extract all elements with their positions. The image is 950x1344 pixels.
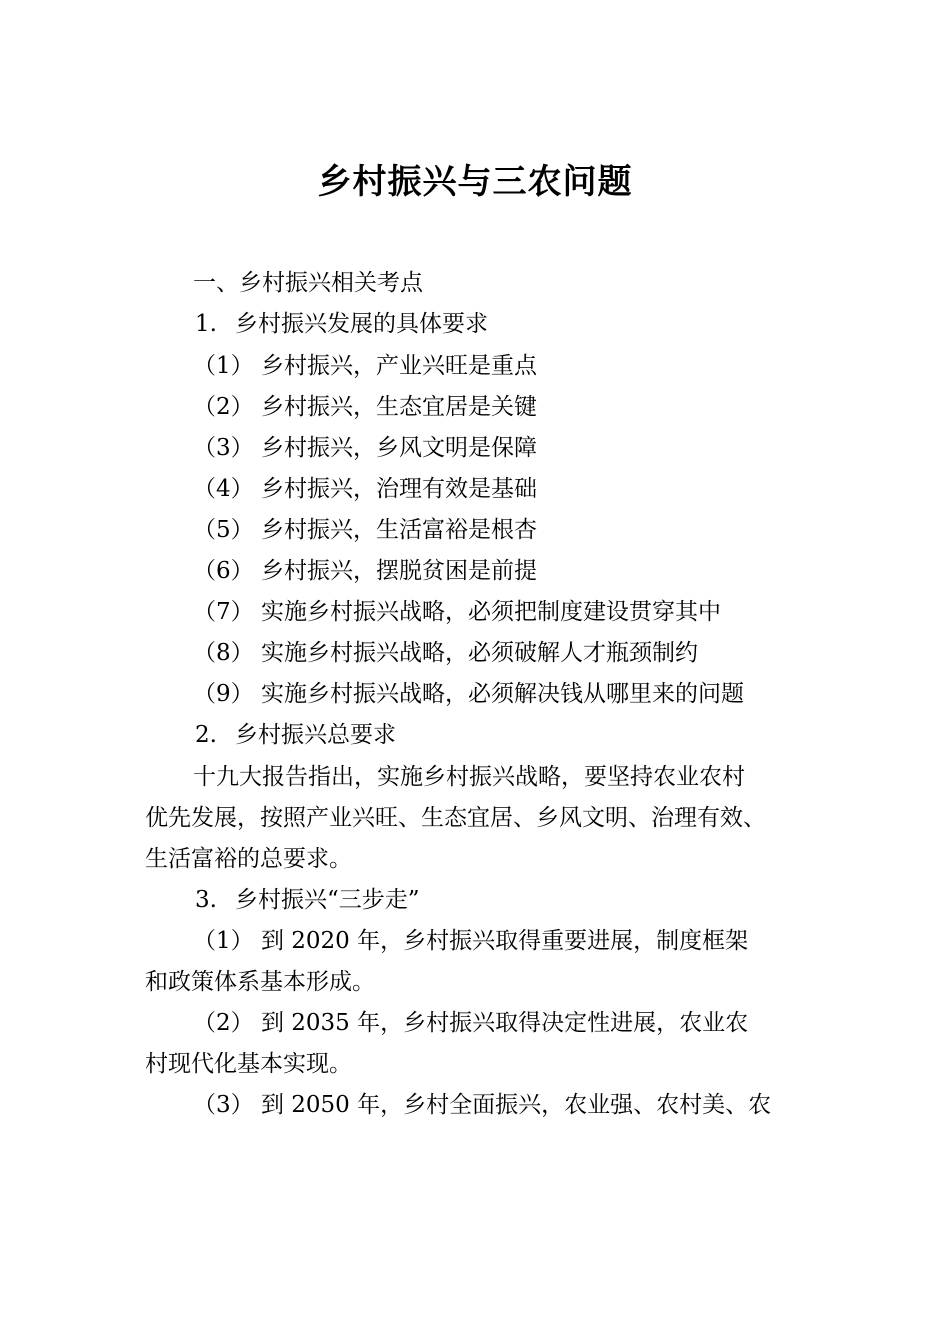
subsection-heading-3 [195, 885, 420, 915]
subsection-number: 1. [195, 311, 217, 337]
subsection-heading-1 [195, 309, 488, 339]
subsection-text: 乡村振兴发展的具体要求 [235, 311, 488, 337]
list-item: （3） 乡村振兴，乡风文明是保障 [193, 435, 537, 461]
list-item: （8） 实施乡村振兴战略，必须破解人才瓶颈制约 [193, 640, 698, 666]
document-title: 乡村振兴与三农问题 [317, 162, 633, 202]
list-item: （1） 乡村振兴，产业兴旺是重点 [193, 353, 537, 379]
paragraph-line: （1） 到 2020 年，乡村振兴取得重要进展，制度框架 [193, 928, 749, 954]
subsection-text: 乡村振兴“三步走” [235, 887, 420, 913]
paragraph-line: 村现代化基本实现。 [145, 1051, 352, 1077]
paragraph-line: （2） 到 2035 年，乡村振兴取得决定性进展，农业农 [193, 1010, 749, 1036]
paragraph-line: （3） 到 2050 年，乡村全面振兴，农业强、农村美、农 [193, 1092, 772, 1118]
list-item: （5） 乡村振兴，生活富裕是根杏 [193, 517, 537, 543]
paragraph-line: 优先发展，按照产业兴旺、生态宜居、乡风文明、治理有效、 [145, 805, 766, 831]
list-item: （9） 实施乡村振兴战略，必须解决钱从哪里来的问题 [193, 681, 744, 707]
list-item: （7） 实施乡村振兴战略，必须把制度建设贯穿其中 [193, 599, 721, 625]
subsection-number: 2. [195, 722, 217, 748]
section-heading: 一、乡村振兴相关考点 [193, 270, 423, 296]
subsection-text: 乡村振兴总要求 [235, 722, 396, 748]
list-item: （4） 乡村振兴，治理有效是基础 [193, 476, 537, 502]
subsection-number: 3. [195, 887, 217, 913]
subsection-heading-2 [195, 720, 396, 750]
paragraph-line: 生活富裕的总要求。 [145, 846, 352, 872]
paragraph-line: 和政策体系基本形成。 [145, 969, 375, 995]
list-item: （2） 乡村振兴，生态宜居是关键 [193, 394, 537, 420]
paragraph-line: 十九大报告指出，实施乡村振兴战略，要坚持农业农村 [193, 764, 745, 790]
list-item: （6） 乡村振兴，摆脱贫困是前提 [193, 558, 537, 584]
